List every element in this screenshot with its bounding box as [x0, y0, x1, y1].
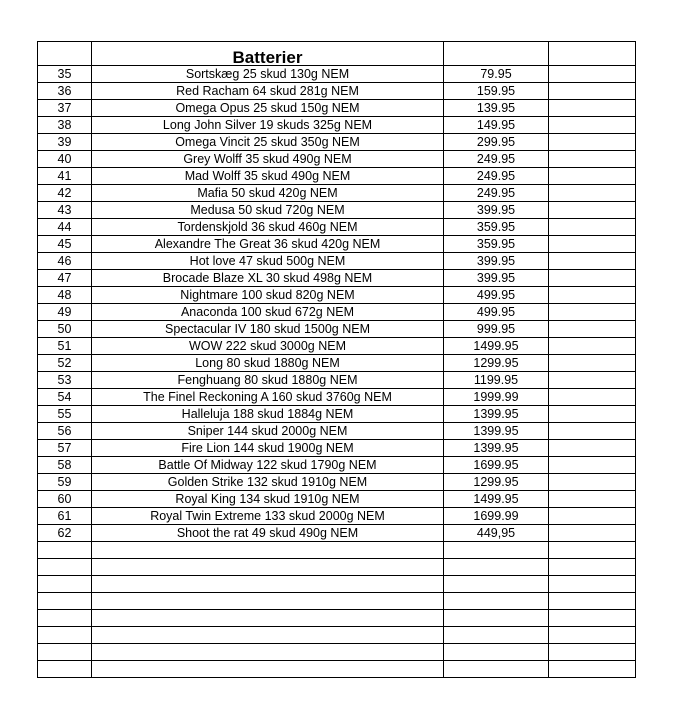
- extra-cell[interactable]: [549, 151, 636, 168]
- table-row: [38, 440, 636, 457]
- product-name-cell[interactable]: Mafia 50 skud 420g NEM: [92, 185, 444, 202]
- product-name-cell[interactable]: Fenghuang 80 skud 1880g NEM: [92, 372, 444, 389]
- table-row: [38, 406, 636, 423]
- empty-cell[interactable]: [549, 559, 636, 576]
- extra-cell[interactable]: [549, 253, 636, 270]
- header-num-cell[interactable]: [38, 42, 92, 66]
- price-cell[interactable]: 999.95: [444, 321, 549, 338]
- extra-cell[interactable]: [549, 406, 636, 423]
- price-cell[interactable]: 299.95: [444, 134, 549, 151]
- empty-cell[interactable]: [92, 661, 444, 678]
- empty-cell[interactable]: [38, 542, 92, 559]
- product-name-cell[interactable]: Tordenskjold 36 skud 460g NEM: [92, 219, 444, 236]
- empty-cell[interactable]: [38, 610, 92, 627]
- extra-cell[interactable]: [549, 491, 636, 508]
- empty-row: [38, 559, 636, 576]
- price-cell[interactable]: 1999.99: [444, 389, 549, 406]
- table-row: [38, 219, 636, 236]
- empty-cell[interactable]: [444, 559, 549, 576]
- empty-cell[interactable]: [92, 644, 444, 661]
- row-number-cell[interactable]: 46: [38, 253, 92, 270]
- row-number-cell[interactable]: 47: [38, 270, 92, 287]
- row-number-cell[interactable]: 44: [38, 219, 92, 236]
- table-row: [38, 117, 636, 134]
- row-number-cell[interactable]: 52: [38, 355, 92, 372]
- table-row: [38, 508, 636, 525]
- empty-cell[interactable]: [92, 559, 444, 576]
- empty-cell[interactable]: [549, 644, 636, 661]
- empty-cell[interactable]: [549, 661, 636, 678]
- price-cell[interactable]: 1399.95: [444, 440, 549, 457]
- price-list-body: [38, 42, 636, 678]
- row-number-cell[interactable]: 49: [38, 304, 92, 321]
- sheet-title[interactable]: Batterier: [92, 42, 444, 66]
- price-cell[interactable]: 1299.95: [444, 355, 549, 372]
- row-number-cell[interactable]: 41: [38, 168, 92, 185]
- row-number-cell[interactable]: 53: [38, 372, 92, 389]
- row-number-cell[interactable]: 45: [38, 236, 92, 253]
- table-row: [38, 389, 636, 406]
- row-number-cell[interactable]: 60: [38, 491, 92, 508]
- empty-cell[interactable]: [92, 576, 444, 593]
- row-number-cell[interactable]: 62: [38, 525, 92, 542]
- extra-cell[interactable]: [549, 508, 636, 525]
- table-row: [38, 151, 636, 168]
- extra-cell[interactable]: [549, 287, 636, 304]
- price-cell[interactable]: 1399.95: [444, 406, 549, 423]
- table-row: [38, 338, 636, 355]
- price-cell[interactable]: 359.95: [444, 236, 549, 253]
- extra-cell[interactable]: [549, 338, 636, 355]
- empty-cell[interactable]: [38, 593, 92, 610]
- empty-cell[interactable]: [444, 661, 549, 678]
- empty-cell[interactable]: [444, 610, 549, 627]
- empty-row: [38, 661, 636, 678]
- row-number-cell[interactable]: 37: [38, 100, 92, 117]
- price-cell[interactable]: 399.95: [444, 270, 549, 287]
- empty-cell[interactable]: [444, 542, 549, 559]
- price-cell[interactable]: 1399.95: [444, 423, 549, 440]
- table-row: [38, 134, 636, 151]
- extra-cell[interactable]: [549, 321, 636, 338]
- price-cell[interactable]: 499.95: [444, 304, 549, 321]
- empty-row: [38, 542, 636, 559]
- empty-cell[interactable]: [549, 576, 636, 593]
- table-row: [38, 321, 636, 338]
- product-name-cell[interactable]: Omega Vincit 25 skud 350g NEM: [92, 134, 444, 151]
- extra-cell[interactable]: [549, 66, 636, 83]
- empty-cell[interactable]: [444, 627, 549, 644]
- table-row: [38, 525, 636, 542]
- product-name-cell[interactable]: Sniper 144 skud 2000g NEM: [92, 423, 444, 440]
- empty-cell[interactable]: [38, 576, 92, 593]
- price-list-table: [37, 41, 636, 678]
- empty-cell[interactable]: [444, 593, 549, 610]
- product-name-cell[interactable]: Battle Of Midway 122 skud 1790g NEM: [92, 457, 444, 474]
- product-name-cell[interactable]: Royal Twin Extreme 133 skud 2000g NEM: [92, 508, 444, 525]
- price-cell[interactable]: 1299.95: [444, 474, 549, 491]
- price-cell[interactable]: 249.95: [444, 151, 549, 168]
- extra-cell[interactable]: [549, 83, 636, 100]
- row-number-cell[interactable]: 61: [38, 508, 92, 525]
- table-row: [38, 474, 636, 491]
- empty-cell[interactable]: [92, 610, 444, 627]
- product-name-cell[interactable]: Shoot the rat 49 skud 490g NEM: [92, 525, 444, 542]
- product-name-cell[interactable]: Fire Lion 144 skud 1900g NEM: [92, 440, 444, 457]
- product-name-cell[interactable]: Long John Silver 19 skuds 325g NEM: [92, 117, 444, 134]
- row-number-cell[interactable]: 51: [38, 338, 92, 355]
- empty-cell[interactable]: [444, 644, 549, 661]
- row-number-cell[interactable]: 54: [38, 389, 92, 406]
- product-name-cell[interactable]: Halleluja 188 skud 1884g NEM: [92, 406, 444, 423]
- row-number-cell[interactable]: 36: [38, 83, 92, 100]
- empty-cell[interactable]: [92, 627, 444, 644]
- empty-cell[interactable]: [549, 593, 636, 610]
- row-number-cell[interactable]: 57: [38, 440, 92, 457]
- table-row: [38, 66, 636, 83]
- price-cell[interactable]: 149.95: [444, 117, 549, 134]
- empty-cell[interactable]: [38, 627, 92, 644]
- price-cell[interactable]: 1499.95: [444, 491, 549, 508]
- row-number-cell[interactable]: 42: [38, 185, 92, 202]
- header-extra-cell[interactable]: [549, 42, 636, 66]
- empty-cell[interactable]: [38, 644, 92, 661]
- price-cell[interactable]: 399.95: [444, 202, 549, 219]
- extra-cell[interactable]: [549, 185, 636, 202]
- extra-cell[interactable]: [549, 372, 636, 389]
- table-row: [38, 457, 636, 474]
- product-name-cell[interactable]: Mad Wolff 35 skud 490g NEM: [92, 168, 444, 185]
- price-cell[interactable]: 249.95: [444, 185, 549, 202]
- table-row: [38, 287, 636, 304]
- price-cell[interactable]: 79.95: [444, 66, 549, 83]
- product-name-cell[interactable]: Long 80 skud 1880g NEM: [92, 355, 444, 372]
- product-name-cell[interactable]: Grey Wolff 35 skud 490g NEM: [92, 151, 444, 168]
- product-name-cell[interactable]: Red Racham 64 skud 281g NEM: [92, 83, 444, 100]
- table-row: [38, 100, 636, 117]
- extra-cell[interactable]: [549, 355, 636, 372]
- empty-row: [38, 627, 636, 644]
- extra-cell[interactable]: [549, 474, 636, 491]
- product-name-cell[interactable]: Omega Opus 25 skud 150g NEM: [92, 100, 444, 117]
- product-name-cell[interactable]: Sortskæg 25 skud 130g NEM: [92, 66, 444, 83]
- extra-cell[interactable]: [549, 525, 636, 542]
- empty-cell[interactable]: [549, 610, 636, 627]
- extra-cell[interactable]: [549, 236, 636, 253]
- table-row: [38, 372, 636, 389]
- row-number-cell[interactable]: 56: [38, 423, 92, 440]
- product-name-cell[interactable]: Golden Strike 132 skud 1910g NEM: [92, 474, 444, 491]
- extra-cell[interactable]: [549, 100, 636, 117]
- price-cell[interactable]: 1499.95: [444, 338, 549, 355]
- empty-cell[interactable]: [444, 576, 549, 593]
- product-name-cell[interactable]: Royal King 134 skud 1910g NEM: [92, 491, 444, 508]
- price-cell[interactable]: 499.95: [444, 287, 549, 304]
- table-row: [38, 491, 636, 508]
- row-number-cell[interactable]: 39: [38, 134, 92, 151]
- empty-cell[interactable]: [38, 559, 92, 576]
- header-price-cell[interactable]: [444, 42, 549, 66]
- table-row: [38, 270, 636, 287]
- extra-cell[interactable]: [549, 304, 636, 321]
- header-row: [38, 42, 636, 66]
- row-number-cell[interactable]: 58: [38, 457, 92, 474]
- row-number-cell[interactable]: 59: [38, 474, 92, 491]
- extra-cell[interactable]: [549, 168, 636, 185]
- empty-row: [38, 610, 636, 627]
- price-cell[interactable]: 1199.95: [444, 372, 549, 389]
- row-number-cell[interactable]: 43: [38, 202, 92, 219]
- empty-cell[interactable]: [92, 593, 444, 610]
- empty-cell[interactable]: [92, 542, 444, 559]
- product-name-cell[interactable]: Medusa 50 skud 720g NEM: [92, 202, 444, 219]
- product-name-cell[interactable]: Spectacular IV 180 skud 1500g NEM: [92, 321, 444, 338]
- extra-cell[interactable]: [549, 219, 636, 236]
- table-row: [38, 304, 636, 321]
- product-name-cell[interactable]: Brocade Blaze XL 30 skud 498g NEM: [92, 270, 444, 287]
- extra-cell[interactable]: [549, 440, 636, 457]
- table-row: [38, 202, 636, 219]
- empty-row: [38, 576, 636, 593]
- row-number-cell[interactable]: 40: [38, 151, 92, 168]
- extra-cell[interactable]: [549, 457, 636, 474]
- price-cell[interactable]: 359.95: [444, 219, 549, 236]
- price-cell[interactable]: 249.95: [444, 168, 549, 185]
- product-name-cell[interactable]: The Finel Reckoning A 160 skud 3760g NEM: [92, 389, 444, 406]
- table-row: [38, 423, 636, 440]
- price-cell[interactable]: 139.95: [444, 100, 549, 117]
- table-row: [38, 236, 636, 253]
- extra-cell[interactable]: [549, 389, 636, 406]
- price-cell[interactable]: 159.95: [444, 83, 549, 100]
- empty-cell[interactable]: [549, 542, 636, 559]
- row-number-cell[interactable]: 55: [38, 406, 92, 423]
- product-name-cell[interactable]: Nightmare 100 skud 820g NEM: [92, 287, 444, 304]
- extra-cell[interactable]: [549, 117, 636, 134]
- table-row: [38, 83, 636, 100]
- extra-cell[interactable]: [549, 134, 636, 151]
- price-cell[interactable]: 1699.95: [444, 457, 549, 474]
- table-row: [38, 355, 636, 372]
- price-cell[interactable]: 449,95: [444, 525, 549, 542]
- product-name-cell[interactable]: Anaconda 100 skud 672g NEM: [92, 304, 444, 321]
- product-name-cell[interactable]: WOW 222 skud 3000g NEM: [92, 338, 444, 355]
- product-name-cell[interactable]: Hot love 47 skud 500g NEM: [92, 253, 444, 270]
- row-number-cell[interactable]: 35: [38, 66, 92, 83]
- row-number-cell[interactable]: 38: [38, 117, 92, 134]
- extra-cell[interactable]: [549, 270, 636, 287]
- extra-cell[interactable]: [549, 202, 636, 219]
- empty-cell[interactable]: [549, 627, 636, 644]
- price-cell[interactable]: 399.95: [444, 253, 549, 270]
- empty-row: [38, 644, 636, 661]
- extra-cell[interactable]: [549, 423, 636, 440]
- price-cell[interactable]: 1699.99: [444, 508, 549, 525]
- row-number-cell[interactable]: 50: [38, 321, 92, 338]
- table-row: [38, 168, 636, 185]
- table-row: [38, 185, 636, 202]
- row-number-cell[interactable]: 48: [38, 287, 92, 304]
- table-row: [38, 253, 636, 270]
- empty-row: [38, 593, 636, 610]
- empty-cell[interactable]: [38, 661, 92, 678]
- product-name-cell[interactable]: Alexandre The Great 36 skud 420g NEM: [92, 236, 444, 253]
